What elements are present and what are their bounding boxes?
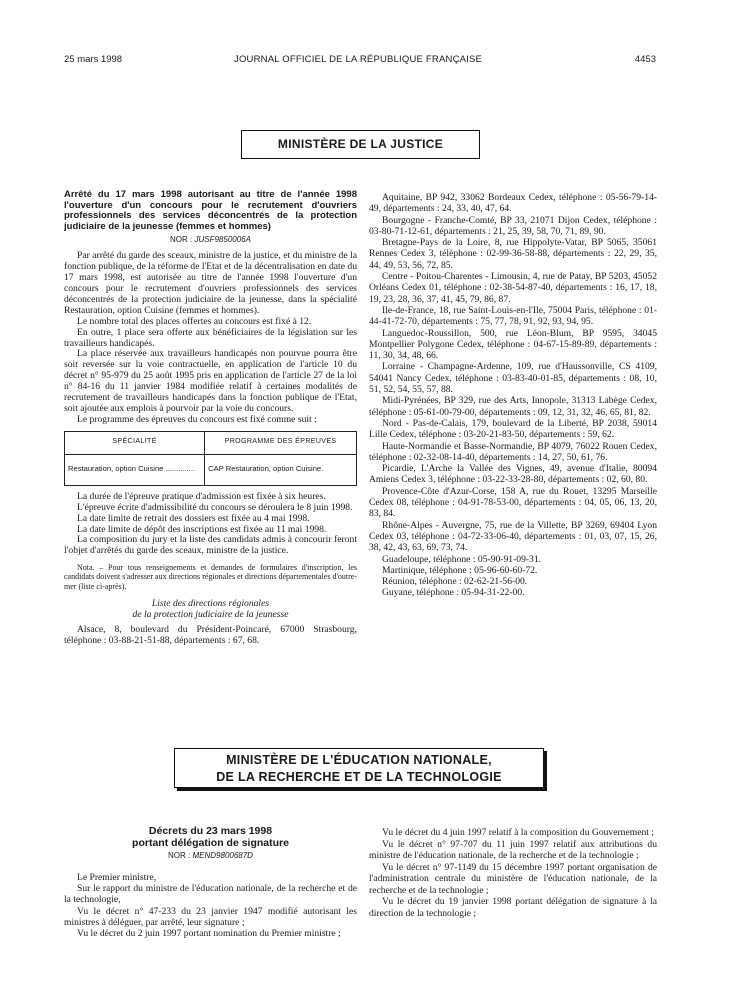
direction-entry: Aquitaine, BP 942, 33062 Bordeaux Cedex, téléphone : 05-56-79-14-49, départements : 24, 33, 40, 47, 64.: [369, 192, 657, 215]
direction-entry: Guyane, téléphone : 05-94-31-22-00.: [382, 587, 525, 599]
arrete-nor: [64, 235, 357, 246]
programme-table: [64, 431, 357, 486]
arrete-paragraph: En outre, 1 place sera offerte aux bénéficiaires de la législation sur les travailleurs handicapés.: [64, 326, 357, 349]
header-journal-title: JOURNAL OFFICIEL DE LA RÉPUBLIQUE FRANÇAISE: [234, 54, 483, 65]
direction-entry: Haute-Normandie et Basse-Normandie, BP 4079, 76022 Rouen Cedex, téléphone : 02-32-08-14-40, départements : 14, 27, 50, 61, 76.: [369, 440, 657, 463]
decret-paragraph: Vu le décret n° 97-1149 du 15 décembre 1997 portant organisation de l'administration centrale du ministère de l'éducation nationale, de la recherche et de la technologie ;: [369, 861, 657, 896]
ministry-education-line1: MINISTÈRE DE L'ÉDUCATION NATIONALE,: [226, 753, 492, 767]
table-row: [65, 454, 357, 485]
page-number: 4453: [634, 54, 656, 65]
table-cell-specialite: Restauration, option Cuisine ..............: [65, 454, 205, 485]
direction-entry: Rhône-Alpes - Auvergne, 75, rue de la Villette, BP 3269, 69404 Lyon Cedex 03, téléphone : 04-72-33-06-40, départements : 01, 03, 07, 15, 26, 38, 42, 43, 63, 69, 73, 74.: [369, 519, 657, 554]
arrete-paragraph: Le programme des épreuves du concours est fixé comme suit :: [77, 413, 317, 425]
list-title-line1: Liste des directions régionales: [151, 597, 270, 609]
arrete-paragraph: La durée de l'épreuve pratique d'admission est fixée à six heures.: [77, 490, 326, 502]
decret-paragraph: Vu le décret du 4 juin 1997 relatif à la composition du Gouvernement ;: [382, 827, 654, 838]
ministry-justice-box: [241, 130, 480, 159]
nor-label: NOR :: [170, 235, 193, 245]
decret-paragraph: Sur le rapport du ministre de l'éducation nationale, de la recherche et de la technologie,: [64, 883, 357, 906]
decret-title-line2: portant délégation de signature: [132, 836, 289, 849]
table-cell-programme: CAP Restauration, option Cuisine.: [205, 454, 357, 485]
arrete-paragraph: L'épreuve écrite d'admissibilité du concours se déroulera le 8 juin 1998.: [77, 501, 353, 513]
direction-entry: Bourgogne - Franche-Comté, BP 33, 21071 Dijon Cedex, téléphone : 03-80-71-12-61, départements : 21, 25, 39, 58, 70, 71, 89, 90.: [369, 214, 657, 237]
direction-entry: Provence-Côte d'Azur-Corse, 158 A, rue du Rouet, 13295 Marseille Cedex 08, téléphone : 04-91-78-53-00, départements : 04, 05, 06, 13, 20, 83, 84.: [369, 485, 657, 520]
direction-entry: Réunion, téléphone : 02-62-21-56-00.: [382, 576, 528, 588]
ministry-education-box: [174, 748, 544, 788]
decret-nor-label: NOR :: [168, 851, 191, 860]
decret-nor: [64, 851, 357, 860]
direction-entry: Martinique, téléphone : 05-96-60-60-72.: [382, 564, 538, 576]
arrete-paragraph: La date limite de retrait des dossiers est fixée au 4 mai 1998.: [77, 512, 310, 524]
decret-paragraph: Vu le décret n° 47-233 du 23 janvier 1947 modifié autorisant les ministres à déléguer, par arrêté, leur signature ;: [64, 905, 357, 928]
nor-code: JUSF9850006A: [194, 235, 251, 245]
decret-paragraph: Le Premier ministre,: [77, 872, 157, 883]
direction-entry: Centre - Poitou-Charentes - Limousin, 4, rue de Patay, BP 5203, 45052 Orléans Cedex 01, téléphone : 02-38-54-87-40, départements : 16, 17, 18, 19, 23, 28, 36, 37, 41, 45, 79, 86, 87.: [369, 271, 657, 305]
direction-entry: Ile-de-France, 18, rue Saint-Louis-en-l'Ile, 75004 Paris, téléphone : 01-44-41-72-70, départements : 75, 77, 78, 91, 92, 93, 94, 95.: [369, 304, 657, 328]
ministry-justice-title: MINISTÈRE DE LA JUSTICE: [277, 137, 444, 151]
ministry-education-line2: DE LA RECHERCHE ET DE LA TECHNOLOGIE: [216, 770, 502, 784]
arrete-note: Nota. – Pour tous renseignements et demandes de formulaires d'inscription, les candidats doivent s'adresser aux directions régionales et directions départementales d'outre-mer (liste ci-après).: [64, 563, 357, 591]
arrete-paragraph: Le nombre total des places offertes au concours est fixé à 12.: [77, 315, 312, 327]
direction-entry: Guadeloupe, téléphone : 05-90-91-09-31.: [382, 553, 542, 565]
decret-paragraph: Vu le décret du 2 juin 1997 portant nomination du Premier ministre ;: [77, 928, 341, 940]
direction-entry: Midi-Pyrénées, BP 329, rue des Arts, Innopole, 31313 Labège Cedex, téléphone : 05-61-00-79-00, départements : 09, 12, 31, 32, 46, 65, 81, 82.: [369, 395, 657, 418]
header-date: 25 mars 1998: [64, 54, 123, 65]
decret-paragraph: Vu le décret n° 97-707 du 11 juin 1997 relatif aux attributions du ministre de l'éducation nationale, de la recherche et de la technologie ;: [369, 838, 657, 861]
decret-right-column: [369, 827, 657, 919]
table-header-programme: PROGRAMME DES ÉPREUVES: [205, 431, 357, 454]
decret-nor-code: MEND9800687D: [192, 851, 253, 860]
decret-title-line1: Décrets du 23 mars 1998: [148, 825, 273, 837]
arrete-paragraph: La place réservée aux travailleurs handicapés non pourvue pourra être soit reversée sur la voie contractuelle, en application de l'article 10 du décret n° 95-979 du 25 août 1995 pris en application de l'article 27 de la loi n° 84-16 du 11 janvier 1984 modifiée relatif à certaines modalités de recrutement de travailleurs handicapés dans la fonction publique de l'Etat, soit ajoutée aux emplois à pourvoir par la voie du concours.: [64, 348, 357, 414]
direction-entry: Nord - Pas-de-Calais, 179, boulevard de la Liberté, BP 2038, 59014 Lille Cedex, téléphone : 03-20-21-83-50, départements : 59, 62.: [369, 417, 657, 441]
direction-entry: Picardie, L'Arche la Vallée des Vignes, 49, avenue d'Italie, 80094 Amiens Cedex 3, téléphone : 03-22-33-28-80, départements : 02, 60, 80.: [369, 463, 657, 486]
running-header: [64, 54, 656, 68]
arrete-paragraph: Par arrêté du garde des sceaux, ministre de la justice, et du ministre de la fonction publique, de la réforme de l'Etat et de la décentralisation en date du 17 mars 1998, est autorisée au titre de l'année 1998 l'ouverture d'un concours pour le recrutement d'ouvriers professionnels des services déconcentrés de la protection judiciaire de la jeunesse, dans la spécialité Restauration, option Cuisine (femmes et hommes).: [64, 250, 357, 316]
directions-column: [369, 192, 657, 599]
direction-entry: Languedoc-Roussillon, 500, rue Léon-Blum, BP 9595, 34045 Montpellier Polygone Cedex, téléphone : 04-67-15-89-89, départements : 11, 30, 34, 48, 66.: [369, 327, 657, 362]
table-header-specialite: SPÉCIALITÉ: [65, 431, 205, 454]
direction-entry-alsace: Alsace, 8, boulevard du Président-Poincaré, 67000 Strasbourg, téléphone : 03-88-21-51-88, départements : 67, 68.: [64, 623, 357, 646]
arrete-paragraph: La composition du jury et la liste des candidats admis à concourir feront l'objet d'arrêtés du garde des sceaux, ministre de la justice.: [64, 534, 357, 557]
list-title-line2: de la protection judiciaire de la jeunesse: [132, 608, 289, 620]
arrete-column: [64, 190, 357, 646]
direction-entry: Bretagne-Pays de la Loire, 8, rue Hippolyte-Vatar, BP 5065, 35061 Rennes Cedex 3, téléphone : 02-99-36-58-88, départements : 22, 29, 35, 44, 49, 53, 56, 72, 85.: [369, 237, 657, 271]
arrete-paragraph: La date limite de dépôt des inscriptions est fixée au 11 mai 1998.: [77, 523, 327, 535]
arrete-title: Arrêté du 17 mars 1998 autorisant au titre de l'année 1998 l'ouverture d'un concours pour le recrutement d'ouvriers professionnels des services déconcentrés de la protection judiciaire de la jeunesse (femmes et hommes): [64, 189, 357, 232]
decret-paragraph: Vu le décret du 19 janvier 1998 portant délégation de signature à la direction de la technologie ;: [369, 896, 657, 919]
decret-header: [64, 826, 357, 865]
direction-entry: Lorraine - Champagne-Ardenne, 109, rue d'Haussonville, CS 4109, 54041 Nancy Cedex, téléphone : 03-83-40-01-85, départements : 08, 10, 51, 52, 54, 55, 57, 88.: [369, 361, 657, 396]
decret-left-column: [64, 872, 357, 939]
